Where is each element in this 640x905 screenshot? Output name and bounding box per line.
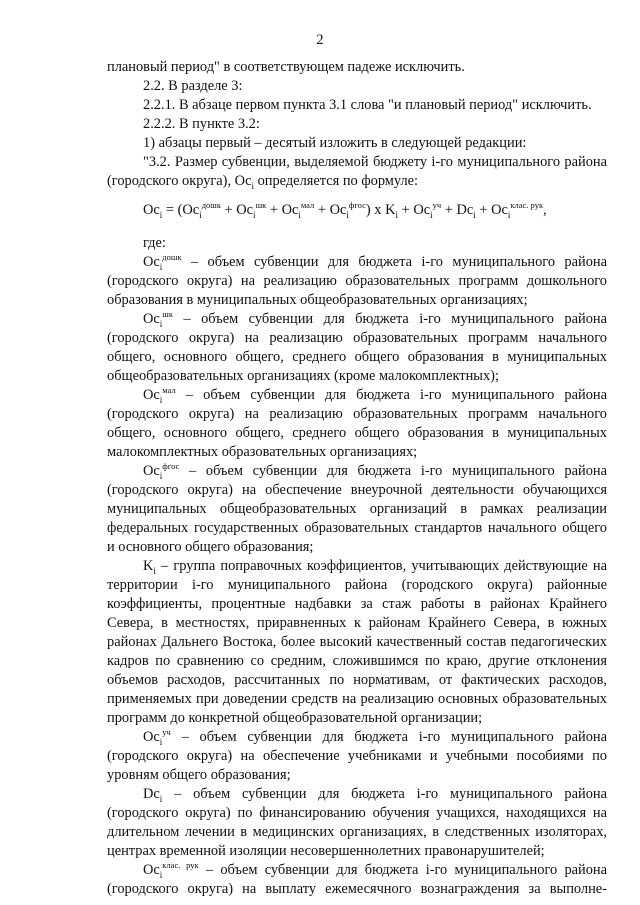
document-body xyxy=(107,58,607,899)
definition-paragraph: $Ос_i^{уч}$ – объем субвенции для бюджета i-го муниципального района (городского округа) на обеспечение учебниками и учебными пособиями по уровням общего образования; xyxy=(107,727,607,783)
page-number: 2 xyxy=(316,32,324,48)
paragraph: 2.2.1. В абзаце первом пункта 3.1 слова "и плановый период" исключить. xyxy=(143,97,592,113)
paragraph-text: "3.2. Размер субвенции, выделяемой бюджету i-го муниципального района (городского округа), Ос xyxy=(107,154,607,189)
definition-paragraph: $Ос_i^{клас. рук}$ – объем субвенции для бюджета i-го муниципального района (городского округа) на выплату ежемесячного вознаграждения за выполне- xyxy=(107,860,608,897)
paragraph: 1) абзацы первый – десятый изложить в следующей редакции: xyxy=(143,135,527,151)
formula: $Ос_i = (Ос_i^{дошк} + Ос_i^{шк} + Ос_i^{мал} + Ос_i^{фгос})$ x $K_i + Ос_i^{уч} + Dc_i + Ос_i^{клас. рук}$, xyxy=(143,200,547,220)
definition-paragraph: $Ос_i^{фгос}$ – объем субвенции для бюджета i-го муниципального района (городского округа) на обеспечение внеурочной деятельности обучающихся муниципальных общеобразовательных организаций в рамках реализации федеральных государственных образовательных стандартов начального общего и основного общего образования; xyxy=(107,461,607,555)
definition-paragraph: $Ос_i^{шк}$ – объем субвенции для бюджета i-го муниципального района (городского округа) на реализацию образовательных программ начального общего, основного общего, среднего общего образования в муниципальных общеобразовательных организациях (кроме малокомплектных); xyxy=(107,309,607,384)
paragraph: плановый период" в соответствующем падеже исключить. xyxy=(107,59,465,75)
definition-paragraph: $K_i$ – группа поправочных коэффициентов, учитывающих действующие на территории i-го муниципального района (городского округа) районные коэффициенты, процентные надбавки за стаж работы в районах Крайнего Севера, в местностях, приравненных к районам Крайнего Севера, в южных районах Дальнего Востока, более высокий качественный состав педагогических кадров по сравнению со средним, сложившимся по краю, другие отклонения объемов расходов, рассчитанных по нормативам, от фактических расходов, применяемых при доведении средств на реализацию основных образовательных программ до конкретной общеобразовательной организации; xyxy=(107,558,607,726)
subscript: i xyxy=(251,180,254,191)
definition-paragraph: $Ос_i^{дошк}$ – объем субвенции для бюджета i-го муниципального района (городского округа) на реализацию образовательных программ дошкольного образования в муниципальных общеобразовательных организациях; xyxy=(107,252,607,308)
paragraph-text: определяется по формуле: xyxy=(253,173,419,189)
paragraph xyxy=(107,153,607,191)
definition-paragraph: $Ос_i^{мал}$ – объем субвенции для бюджета i-го муниципального района (городского округа) на реализацию образовательных программ начального общего, основного общего, среднего общего образования в муниципальных малокомплектных образовательных организациях; xyxy=(107,385,607,460)
definition-paragraph: $Dc_i$ – объем субвенции для бюджета i-го муниципального района (городского округа) по финансированию обучения учащихся, находящихся на длительном лечении в медицинских организациях, в следственных изоляторах, центрах временной изоляции несовершеннолетних правонарушителей; xyxy=(107,786,607,859)
paragraph: где: xyxy=(143,235,166,251)
paragraph: 2.2. В разделе 3: xyxy=(143,78,243,94)
paragraph: 2.2.2. В пункте 3.2: xyxy=(143,116,260,132)
